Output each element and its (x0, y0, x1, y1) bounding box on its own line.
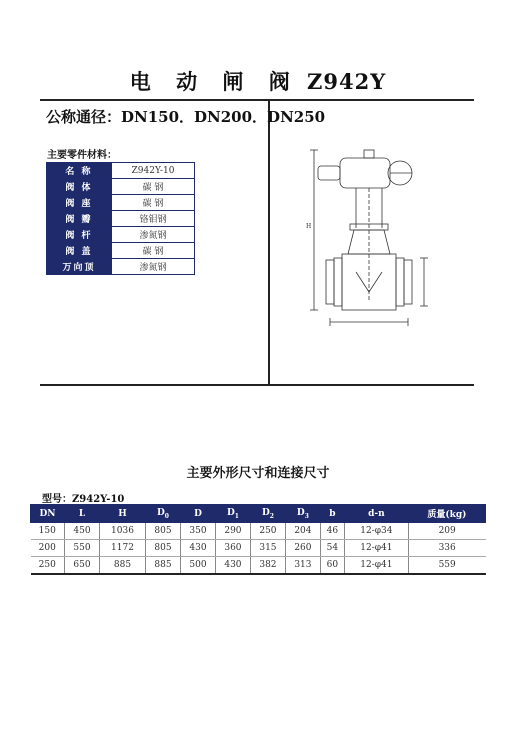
parts-table (46, 162, 195, 275)
part-name: 名 称 (47, 163, 112, 179)
dimensions-table (30, 504, 486, 575)
parts-row (47, 243, 195, 259)
flange-right (396, 258, 404, 306)
table-cell: 350 (180, 523, 215, 540)
actuator-top (364, 150, 374, 158)
dim-header: b (320, 505, 344, 523)
table-cell: 315 (250, 540, 285, 557)
table-cell: 805 (146, 540, 181, 557)
actuator-motor (318, 166, 340, 180)
table-cell: 885 (100, 557, 146, 575)
table-cell: 382 (250, 557, 285, 575)
part-material: 渗氮钢 (112, 227, 195, 243)
parts-label: 主要零件材料： (47, 150, 117, 161)
table-cell: 360 (215, 540, 250, 557)
dimensions-title: 主要外形尺寸和连接尺寸 (186, 466, 330, 481)
table-cell: 250 (250, 523, 285, 540)
table-cell: 450 (65, 523, 100, 540)
part-material: 碳 钢 (112, 195, 195, 211)
dim-header: $D_1$ (215, 505, 250, 523)
nominal-diameter-title: 公称通径：DN150．DN200．DN250 (46, 108, 326, 126)
table-cell: 650 (65, 557, 100, 575)
dim-header: d-n (344, 505, 408, 523)
part-name: 阀 座 (47, 195, 112, 211)
dim-header: $D_2$ (250, 505, 285, 523)
table-cell: 550 (65, 540, 100, 557)
parts-row (47, 259, 195, 275)
table-row (31, 557, 486, 575)
pipe-right (404, 260, 412, 304)
dim-header: $D_3$ (285, 505, 320, 523)
table-cell: 313 (285, 557, 320, 575)
table-cell: 12-φ41 (344, 540, 408, 557)
table-cell: 54 (320, 540, 344, 557)
part-material: 渗氮钢 (112, 259, 195, 275)
part-name: 阀 盖 (47, 243, 112, 259)
parts-row (47, 163, 195, 179)
table-cell: 200 (31, 540, 65, 557)
middle-divider (268, 100, 270, 385)
part-material: Z942Y-10 (112, 163, 195, 179)
model-label: 型号：Z942Y-10 (42, 494, 125, 505)
part-name: 阀 杆 (47, 227, 112, 243)
height-dim-label: H (306, 223, 312, 230)
title-model: Z942Y (307, 69, 387, 94)
pipe-left (326, 260, 334, 304)
table-cell: 12-φ34 (344, 523, 408, 540)
table-cell: 885 (146, 557, 181, 575)
table-cell: 430 (180, 540, 215, 557)
page-title (0, 66, 516, 96)
table-cell: 46 (320, 523, 344, 540)
dim-header: H (100, 505, 146, 523)
title-prefix: 电 动 闸 阀 (129, 69, 299, 94)
table-cell: 1172 (100, 540, 146, 557)
parts-row (47, 227, 195, 243)
actuator-housing (340, 158, 390, 188)
table-row (31, 540, 486, 557)
table-cell: 805 (146, 523, 181, 540)
parts-row (47, 211, 195, 227)
part-material: 碳 钢 (112, 179, 195, 195)
valve-drawing (300, 132, 450, 334)
dim-header: D (180, 505, 215, 523)
table-cell: 336 (408, 540, 485, 557)
table-cell: 500 (180, 557, 215, 575)
flange-left (334, 258, 342, 306)
table-cell: 209 (408, 523, 485, 540)
table-cell: 204 (285, 523, 320, 540)
table-cell: 150 (31, 523, 65, 540)
table-cell: 260 (285, 540, 320, 557)
table-cell: 60 (320, 557, 344, 575)
dim-header: $D_0$ (146, 505, 181, 523)
table-cell: 250 (31, 557, 65, 575)
table-cell: 12-φ41 (344, 557, 408, 575)
bottom-divider (40, 384, 474, 386)
part-name: 阀 体 (47, 179, 112, 195)
part-name: 万向顶 (47, 259, 112, 275)
table-row (31, 523, 486, 540)
parts-row (47, 195, 195, 211)
table-cell: 290 (215, 523, 250, 540)
top-divider (40, 99, 474, 101)
dim-header: 质量(kg) (408, 505, 485, 523)
dim-header: DN (31, 505, 65, 523)
parts-row (47, 179, 195, 195)
table-cell: 430 (215, 557, 250, 575)
table-cell: 1036 (100, 523, 146, 540)
table-cell: 559 (408, 557, 485, 575)
dim-header: L (65, 505, 100, 523)
part-material: 铬钼钢 (112, 211, 195, 227)
part-material: 碳 钢 (112, 243, 195, 259)
part-name: 阀 瓣 (47, 211, 112, 227)
